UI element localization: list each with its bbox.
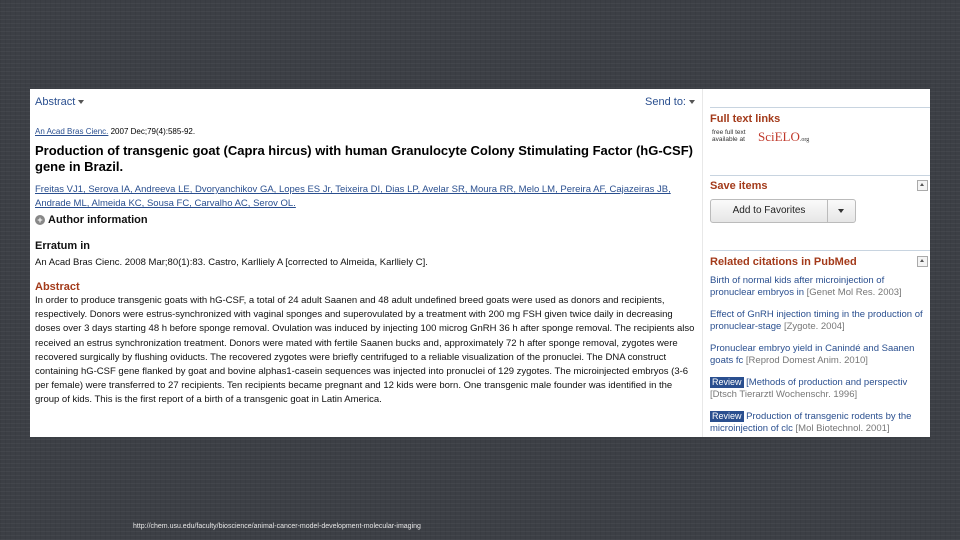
related-citation-source: [Dtsch Tierarztl Wochenschr. 1996] [710, 388, 858, 400]
related-citation-title: Effect of GnRH injection timing in the production of pronuclear-stage [710, 309, 923, 332]
related-citation-title: Production of transgenic rodents by the microinjection of clc [710, 411, 912, 434]
scielo-logo-text: SciELO [758, 129, 800, 144]
scielo-logo [758, 129, 809, 145]
right-sidebar [710, 89, 930, 437]
add-to-favorites-button[interactable] [710, 199, 856, 223]
divider [710, 250, 930, 251]
related-citation-item[interactable] [710, 309, 930, 332]
related-citation-source: [Zygote. 2004] [783, 320, 845, 332]
author-information-label: Author information [48, 214, 148, 226]
article-panel [30, 89, 702, 437]
plus-icon: + [35, 215, 45, 225]
save-items-heading: Save items [710, 180, 768, 192]
citation-details: 2007 Dec;79(4):585-92. [108, 127, 196, 136]
erratum-text: An Acad Bras Cienc. 2008 Mar;80(1):83. Castro, Karlliely A [corrected to Almeida, Karlliely C]. [35, 257, 428, 268]
free-full-text-label: free full text available at [712, 129, 746, 143]
abstract-heading: Abstract [35, 281, 80, 293]
review-badge: Review [712, 377, 742, 387]
related-citation-item[interactable] [710, 411, 930, 434]
related-citation-source: [Genet Mol Res. 2003] [806, 286, 902, 298]
erratum-heading: Erratum in [35, 240, 91, 252]
collapse-icon[interactable] [917, 180, 928, 191]
favorites-dropdown[interactable] [828, 200, 855, 222]
related-citation-title: [Methods of production and perspectiv [743, 377, 908, 388]
article-title: Production of transgenic goat (Capra hircus) with human Granulocyte Colony Stimulating Factor (hG-CSF) gene in Brazil. [35, 143, 693, 174]
citation [35, 127, 195, 136]
divider [710, 107, 930, 108]
journal-link[interactable]: An Acad Bras Cienc. [35, 127, 109, 136]
related-citation-item[interactable] [710, 377, 930, 400]
scielo-logo-suffix: .org [799, 137, 810, 143]
send-to-label: Send to: [645, 96, 686, 108]
related-citations-heading: Related citations in PubMed [710, 256, 857, 268]
collapse-icon[interactable] [917, 256, 928, 267]
chevron-down-icon [78, 100, 84, 104]
related-citation-item[interactable] [710, 275, 930, 298]
format-selector[interactable] [35, 96, 84, 108]
chevron-down-icon [838, 209, 844, 213]
author-information-toggle[interactable] [35, 214, 148, 226]
scielo-full-text-link[interactable] [710, 129, 820, 149]
related-citation-item[interactable] [710, 343, 930, 366]
related-citation-source: [Mol Biotechnol. 2001] [795, 422, 890, 434]
source-url: http://chem.usu.edu/faculty/bioscience/animal-cancer-model-development-molecular-imaging [133, 523, 421, 530]
review-badge: Review [712, 411, 742, 421]
divider [710, 175, 930, 176]
abstract-text: In order to produce transgenic goats with hG-CSF, a total of 24 adult Saanen and 48 adult undefined breed goats were used as donors and recipients, respectively. Donors were estrus-synchronized with vaginal sponges and superovulated by a treatment with 200 mg FSH given twice daily in decreasing doses over 3 days starting 48 h before sponge removal. Ovulation was induced by injecting 100 microg GnRH 36 h after sponge removal. The recipients also received an estrus synchronization treatment. Donors were mated with fertile Saanen bucks and, approximately 72 h after sponge removal, zygotes were recovered surgically by flushing oviducts. The recovered zygotes were briefly centrifuged to a reliable visualization of the pronuclei. The DNA construct containing hG-CSF gene flanked by goat and bovine alphas1-casein sequences was injected into pronuclei of 129 zygotes. The microinjected embryos (3-6 per female) were transferred to 27 recipients. Ten recipients became pregnant and 12 kids were born. One transgenic male founder was identified in the group of kids. This is the first report of a birth of a transgenic goat in Latin America. [35, 295, 695, 406]
full-text-links-heading: Full text links [710, 113, 781, 125]
add-to-favorites-label: Add to Favorites [711, 200, 828, 222]
chevron-down-icon [689, 100, 695, 104]
author-list[interactable]: Freitas VJ1, Serova IA, Andreeva LE, Dvoryanchikov GA, Lopes ES Jr, Teixeira DI, Dias LP, Avelar SR, Moura RR, Melo LM, Pereira AF, Cajazeiras JB, Andrade ML, Almeida KC, Sousa FC, Carvalho AC, Serov OL. [35, 184, 671, 209]
related-citation-title: Birth of normal kids after microinjection of pronuclear embryos in [710, 275, 885, 298]
pubmed-screenshot [30, 89, 930, 437]
related-citation-title: Pronuclear embryo yield in Canindé and Saanen goats fc [710, 343, 915, 366]
send-to-menu[interactable] [645, 96, 695, 108]
format-label: Abstract [35, 96, 76, 108]
related-citation-source: [Reprod Domest Anim. 2010] [745, 354, 868, 366]
